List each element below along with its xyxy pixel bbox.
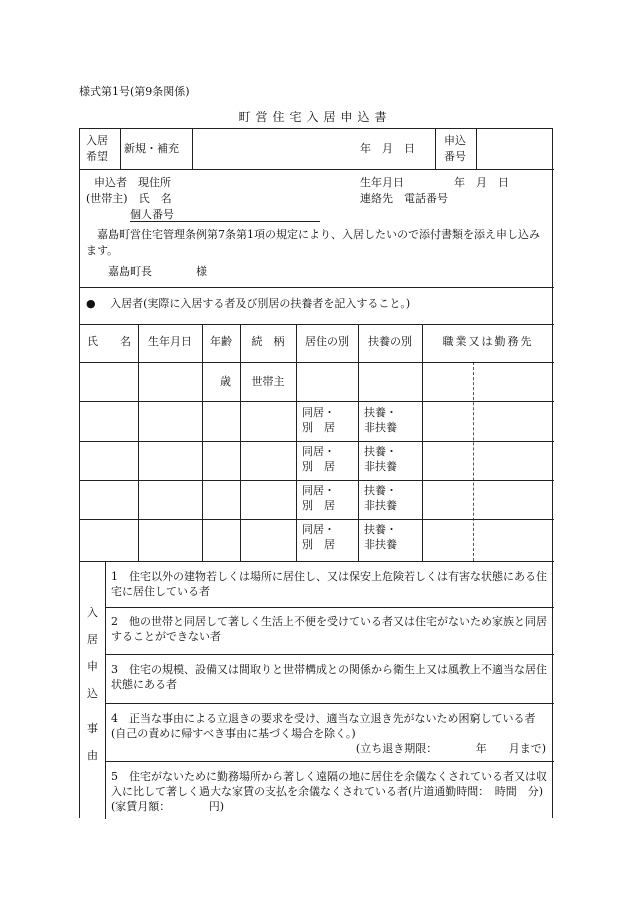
addressee: 嘉島町長 様 <box>108 265 207 278</box>
application-number-label: 申込 <box>444 134 466 147</box>
dob-value[interactable]: 年 月 日 <box>454 176 509 189</box>
support-option-1[interactable]: 扶養・ <box>364 445 397 458</box>
eviction-deadline[interactable]: (立ち退き期限： 年 月まで) <box>355 742 546 755</box>
support-option-2[interactable]: 非扶養 <box>364 460 397 473</box>
residence-option-2[interactable]: 別 居 <box>302 421 335 434</box>
residents-note: 入居者(実際に入居する者及び別居の扶養者を記入すること。) <box>110 297 411 310</box>
header-dob: 生年月日 <box>148 335 192 348</box>
dob-label: 生年月日 <box>360 176 404 189</box>
residence-option-1[interactable]: 同居・ <box>302 523 335 536</box>
application-form <box>79 128 553 818</box>
reason-side-label-2: 申 <box>87 660 98 673</box>
application-date[interactable]: 年 月 日 <box>360 142 415 155</box>
reason-item-2[interactable]: 2 他の世帯と同居して著しく生活上不便を受けている者又は住宅がないため家族と同居することができない者 <box>111 615 547 643</box>
header-relation: 続 柄 <box>251 335 285 348</box>
applicant-address-label: 申込者 現住所 <box>94 176 171 189</box>
reason-item-1[interactable]: 1 住宅以外の建物若しくは場所に居住し、又は保安上危険若しくは有害な状態にある住宅に居住している者 <box>111 570 547 598</box>
residence-option-2[interactable]: 別 居 <box>302 538 335 551</box>
desire-label: 入居 <box>86 134 108 147</box>
residence-option-1[interactable]: 同居・ <box>302 445 335 458</box>
form-number: 様式第1号(第9条関係) <box>79 85 190 98</box>
page-title: 町営住宅入居申込書 <box>238 110 392 124</box>
reason-item-5[interactable]: 5 住宅がないために勤務場所から著しく遠隔の地に居住を余儀なくされている者又は収入に比して著しく過大な家賃の支払を余儀なくされている者(片道通勤時間： 時間 分)(家賃月額： 円) <box>111 770 547 813</box>
residence-option-1[interactable]: 同居・ <box>302 406 335 419</box>
desire-label-2: 希望 <box>86 150 108 163</box>
support-option-1[interactable]: 扶養・ <box>364 523 397 536</box>
support-option-2[interactable]: 非扶養 <box>364 538 397 551</box>
reason-item-3[interactable]: 3 住宅の規模、設備又は間取りと世帯構成との関係から衛生上又は風教上不適当な居住状態にある者 <box>111 663 547 691</box>
applicant-name-label: (世帯主) 氏 名 <box>86 192 172 205</box>
age-unit: 歳 <box>220 375 231 388</box>
header-age: 年齢 <box>210 335 232 348</box>
declaration-statement: 嘉島町営住宅管理条例第7条第1項の規定により、入居したいので添付書類を添え申し込みます。 <box>86 228 540 257</box>
bullet-icon: ● <box>86 297 96 310</box>
relation-head: 世帯主 <box>251 375 285 388</box>
reason-item-4[interactable]: 4 正当な事由による立退きの要求を受け、適当な立退き先がないため困窮している者(自己の責めに帰すべき事由に基づく場合を除く。) <box>111 712 536 740</box>
residence-option-1[interactable]: 同居・ <box>302 484 335 497</box>
residents-note-row <box>86 297 410 311</box>
mynumber-label: 個人番号 <box>130 208 174 221</box>
reason-side-label-0: 入 <box>87 606 98 619</box>
support-option-1[interactable]: 扶養・ <box>364 406 397 419</box>
header-occupation: 職業又は勤務先 <box>442 335 534 348</box>
reason-side-label-4: 事 <box>87 722 98 735</box>
desire-value[interactable]: 新規・補充 <box>124 142 179 155</box>
support-option-2[interactable]: 非扶養 <box>364 421 397 434</box>
contact-label: 連絡先 電話番号 <box>360 192 448 205</box>
mynumber-field[interactable] <box>130 221 320 222</box>
header-residence: 居住の別 <box>305 335 349 348</box>
residence-option-2[interactable]: 別 居 <box>302 460 335 473</box>
header-support: 扶養の別 <box>368 335 412 348</box>
reason-side-label-3: 込 <box>87 687 98 700</box>
support-option-1[interactable]: 扶養・ <box>364 484 397 497</box>
application-number-label-2: 番号 <box>444 150 466 163</box>
reason-side-label-5: 由 <box>87 749 98 762</box>
header-name: 氏 名 <box>87 335 131 348</box>
support-option-2[interactable]: 非扶養 <box>364 499 397 512</box>
reason-side-label-1: 居 <box>87 633 98 646</box>
residence-option-2[interactable]: 別 居 <box>302 499 335 512</box>
